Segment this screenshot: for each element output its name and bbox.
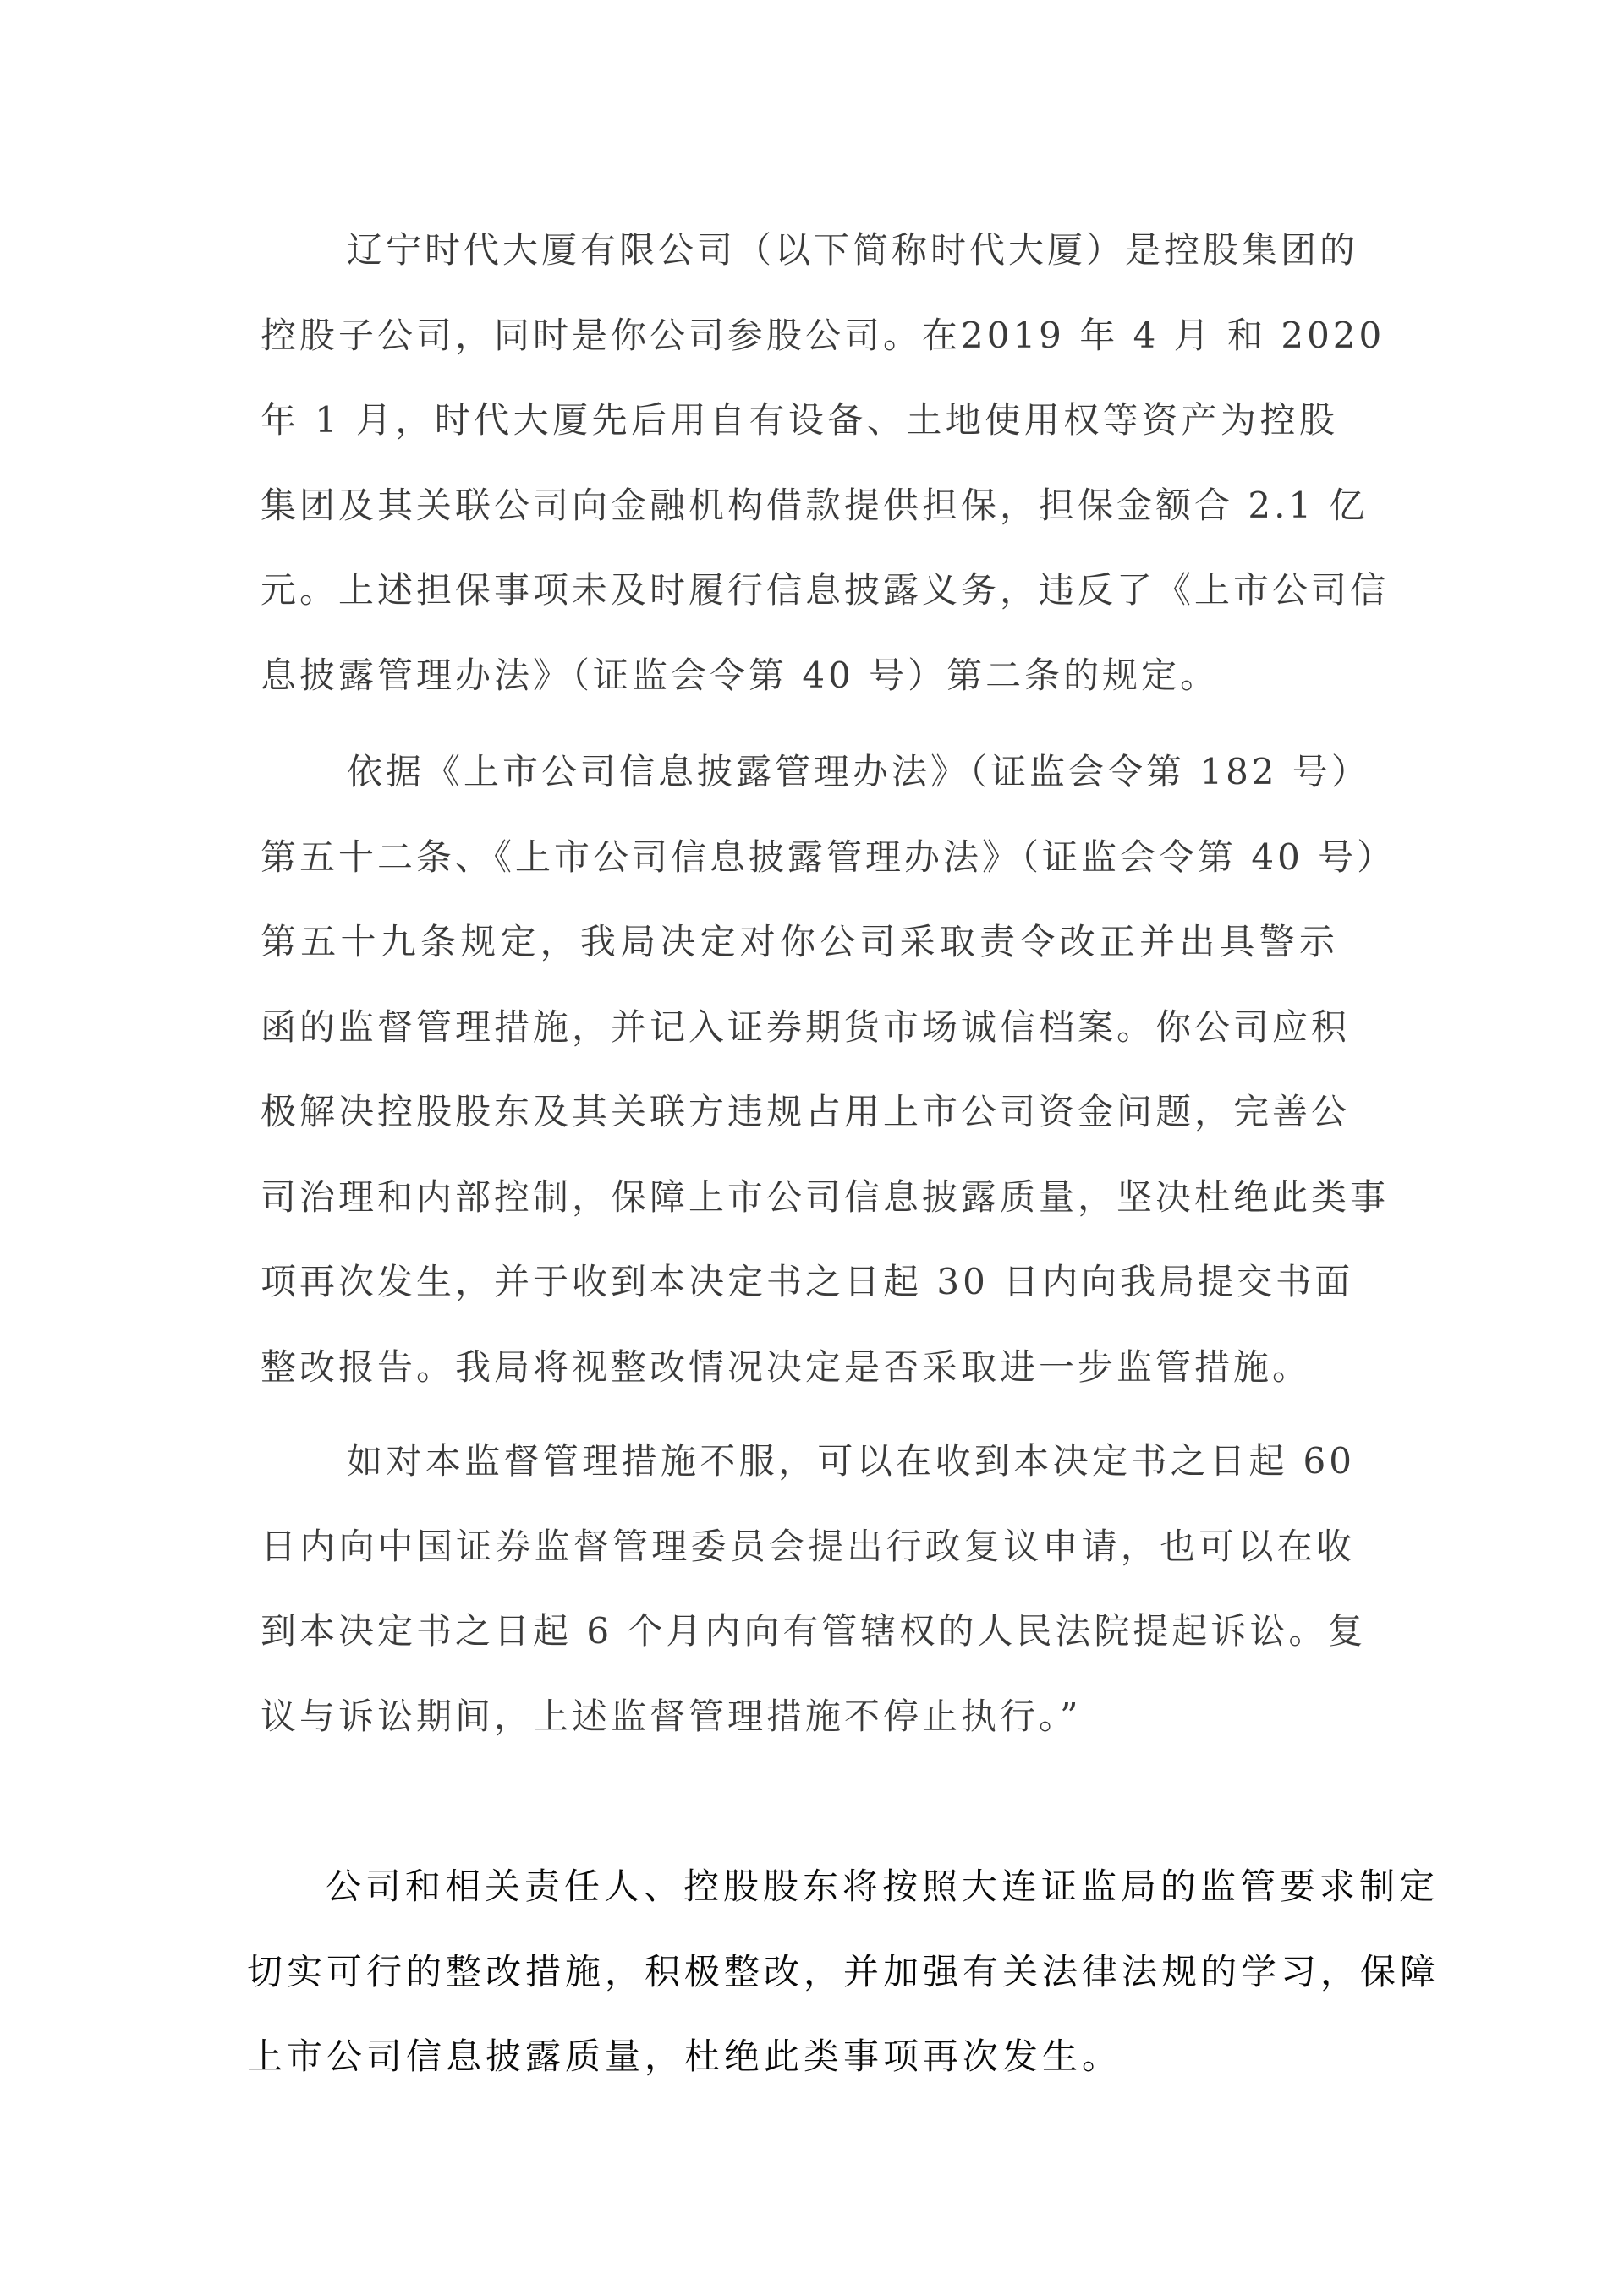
text-line: 控股子公司，同时是你公司参股公司。在2019 年 4 月 和 2020 (261, 314, 1385, 356)
paragraph-regulatory-measures (261, 730, 1396, 1410)
text-line: 第五十二条、《上市公司信息披露管理办法》（证监会令第 40 号） (261, 836, 1396, 878)
text-line: 切实可行的整改措施，积极整改，并加强有关法律法规的学习，保障 (247, 1950, 1440, 1992)
text-line: 集团及其关联公司向金融机构借款提供担保，担保金额合 2.1 亿 (261, 484, 1369, 526)
text-line: 函的监督管理措施，并记入证券期货市场诚信档案。你公司应积 (261, 1006, 1351, 1048)
text-line: 整改报告。我局将视整改情况决定是否采取进一步监管措施。 (261, 1345, 1312, 1388)
paragraph-guarantee-violation (261, 208, 1390, 718)
text-line: 公司和相关责任人、控股股东将按照大连证监局的监管要求制定 (326, 1866, 1440, 1907)
text-line: 年 1 月，时代大厦先后用自有设备、土地使用权等资产为控股 (261, 399, 1338, 441)
text-line: 第五十九条规定，我局决定对你公司采取责令改正并出具警示 (261, 921, 1338, 962)
text-line: 议与诉讼期间，上述监督管理措施不停止执行。” (261, 1695, 1082, 1737)
text-line: 极解决控股股东及其关联方违规占用上市公司资金问题，完善公 (261, 1091, 1351, 1132)
paragraph-appeal-rights (261, 1419, 1367, 1759)
paragraph-company-statement (247, 1844, 1440, 2100)
text-line: 依据《上市公司信息披露管理办法》（证监会令第 182 号） (347, 751, 1370, 792)
text-line: 到本决定书之日起 6 个月内向有管辖权的人民法院提起诉讼。复 (261, 1610, 1367, 1652)
text-line: 日内向中国证券监督管理委员会提出行政复议申请，也可以在收 (261, 1525, 1355, 1567)
text-line: 息披露管理办法》（证监会令第 40 号）第二条的规定。 (261, 654, 1220, 696)
text-line: 元。上述担保事项未及时履行信息披露义务，违反了《上市公司信 (261, 569, 1390, 611)
text-line: 上市公司信息披露质量，杜绝此类事项再次发生。 (247, 2036, 1122, 2077)
text-line: 司治理和内部控制，保障上市公司信息披露质量，坚决杜绝此类事 (261, 1175, 1390, 1218)
text-line: 如对本监督管理措施不服，可以在收到本决定书之日起 60 (347, 1440, 1355, 1482)
text-line: 项再次发生，并于收到本决定书之日起 30 日内向我局提交书面 (261, 1261, 1354, 1302)
text-line: 辽宁时代大厦有限公司（以下简称时代大厦）是控股集团的 (347, 229, 1359, 271)
